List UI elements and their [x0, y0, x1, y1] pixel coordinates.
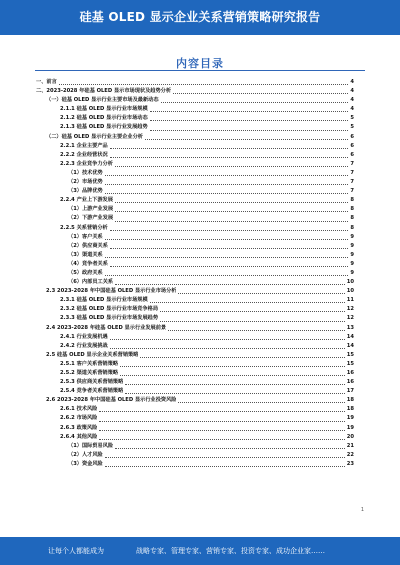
toc-leader-dots — [110, 148, 349, 149]
toc-entry-text: 2.4 2023-2028 年硅基 OLED 显示行业发展前景 — [46, 324, 167, 331]
toc-leader-dots — [150, 302, 345, 303]
toc-entry-page: 8 — [350, 197, 354, 204]
toc-entry[interactable] — [36, 78, 354, 87]
toc-entry-text: （1）上游产业发展 — [68, 206, 114, 213]
toc-entry-page: 14 — [346, 333, 354, 340]
toc-entry-text: 2.2.1 企业主要产品 — [60, 142, 108, 149]
toc-entry-page: 19 — [346, 415, 354, 422]
toc-entry-text: （6）内部员工关系 — [68, 279, 114, 286]
toc-entry-text: 2.2.4 产业上下游发展 — [60, 197, 113, 204]
toc-entry[interactable] — [36, 87, 354, 96]
toc-leader-dots — [150, 130, 349, 131]
table-of-contents — [36, 78, 354, 469]
toc-entry[interactable] — [36, 105, 354, 114]
toc-entry-text: 2.3.1 硅基 OLED 显示行业市场规模 — [60, 297, 148, 304]
toc-entry-text: 2.3 2023-2028 年中国硅基 OLED 显示行业市场分析 — [46, 288, 177, 295]
toc-entry[interactable] — [36, 260, 354, 269]
toc-entry[interactable] — [36, 442, 354, 451]
toc-entry-text: 二、2023-2028 年硅基 OLED 显示市场现状及趋势分析 — [36, 88, 172, 95]
toc-entry-text: （4）竞争者关系 — [68, 260, 108, 267]
toc-entry[interactable] — [36, 396, 354, 405]
toc-leader-dots — [110, 157, 349, 158]
toc-entry-page: 4 — [350, 88, 354, 95]
toc-entry-page: 9 — [350, 233, 354, 240]
toc-leader-dots — [173, 93, 348, 94]
toc-entry-text: （3）品牌优势 — [68, 188, 103, 195]
toc-entry[interactable] — [36, 196, 354, 205]
toc-entry[interactable] — [36, 96, 354, 105]
toc-entry-text: 2.4.2 行业发展挑战 — [60, 342, 108, 349]
toc-leader-dots — [115, 284, 345, 285]
toc-entry-page: 23 — [346, 460, 354, 467]
toc-leader-dots — [115, 211, 348, 212]
toc-entry[interactable] — [36, 214, 354, 223]
toc-leader-dots — [125, 384, 345, 385]
toc-entry[interactable] — [36, 187, 354, 196]
toc-entry[interactable] — [36, 369, 354, 378]
toc-entry-page: 15 — [346, 351, 354, 358]
toc-entry-page: 9 — [350, 269, 354, 276]
toc-entry[interactable] — [36, 242, 354, 251]
toc-leader-dots — [125, 393, 345, 394]
toc-entry[interactable] — [36, 233, 354, 242]
toc-leader-dots — [168, 330, 345, 331]
footer-right-text: 战略专家、管理专家、营销专家、投资专家、成功企业家…… — [136, 547, 325, 555]
toc-entry-text: （2）市场优势 — [68, 179, 103, 186]
toc-entry[interactable] — [36, 433, 354, 442]
toc-entry-text: （3）资金风险 — [68, 460, 103, 467]
toc-entry-page: 16 — [346, 379, 354, 386]
toc-entry[interactable] — [36, 142, 354, 151]
toc-entry-text: （2）人才风险 — [68, 451, 103, 458]
toc-entry-text: 2.2.3 企业竞争力分析 — [60, 160, 113, 167]
toc-leader-dots — [115, 221, 348, 222]
toc-entry[interactable] — [36, 178, 354, 187]
toc-entry-text: （2）供应商关系 — [68, 242, 108, 249]
toc-leader-dots — [160, 311, 345, 312]
toc-entry-page: 22 — [346, 451, 354, 458]
toc-entry-text: （2）下游产业发展 — [68, 215, 114, 222]
toc-leader-dots — [161, 102, 349, 103]
footer-left-text: 让每个人都能成为 — [48, 547, 104, 555]
toc-entry-page: 14 — [346, 342, 354, 349]
toc-entry-page: 6 — [350, 151, 354, 158]
toc-entry-page: 16 — [346, 370, 354, 376]
toc-entry-text: 2.3.2 硅基 OLED 显示行业市场竞争格局 — [60, 306, 159, 313]
toc-leader-dots — [105, 275, 349, 276]
toc-entry-page: 12 — [346, 306, 354, 313]
toc-entry[interactable] — [36, 251, 354, 260]
toc-entry[interactable] — [36, 378, 354, 387]
toc-entry-page: 5 — [350, 115, 354, 122]
toc-leader-dots — [105, 193, 349, 194]
toc-entry[interactable] — [36, 114, 354, 123]
toc-leader-dots — [115, 448, 345, 449]
toc-entry-text: 2.2.5 关系营销分析 — [60, 224, 108, 231]
toc-entry-page: 11 — [346, 297, 354, 304]
toc-entry-text: 2.5.2 渠道关系营销策略 — [60, 370, 119, 376]
toc-entry-page: 21 — [346, 442, 354, 449]
toc-entry-page: 6 — [350, 142, 354, 149]
toc-entry-text: （二）硅基 OLED 显示行业主要企业分析 — [46, 133, 143, 140]
toc-entry-text: （5）政府关系 — [68, 269, 103, 276]
toc-entry-page: 9 — [350, 242, 354, 249]
toc-leader-dots — [160, 321, 345, 322]
toc-entry[interactable] — [36, 414, 354, 423]
toc-leader-dots — [110, 266, 348, 267]
toc-leader-dots — [120, 366, 345, 367]
toc-leader-dots — [115, 166, 348, 167]
toc-entry-text: 2.5.4 竞争者关系营销策略 — [60, 388, 124, 395]
toc-entry[interactable] — [36, 269, 354, 278]
toc-entry-text: 2.1.3 硅基 OLED 显示行业发展趋势 — [60, 124, 148, 131]
toc-entry[interactable] — [36, 151, 354, 160]
toc-entry-text: 2.4.1 行业发展机遇 — [60, 333, 108, 340]
toc-entry-text: （1）客户关系 — [68, 233, 103, 240]
toc-entry-page: 12 — [346, 315, 354, 322]
toc-entry-page: 19 — [346, 424, 354, 431]
toc-entry[interactable] — [36, 387, 354, 396]
toc-entry-page: 18 — [346, 406, 354, 413]
toc-entry-text: 2.1.1 硅基 OLED 显示行业市场规模 — [60, 106, 148, 113]
toc-entry-text: （一）硅基 OLED 显示行业主要市场及最新动态 — [46, 97, 159, 104]
toc-entry-page: 7 — [350, 179, 354, 186]
toc-entry-text: 2.6.2 市场风险 — [60, 415, 98, 422]
toc-divider — [35, 70, 365, 71]
toc-entry-page: 9 — [350, 251, 354, 258]
toc-leader-dots — [120, 375, 345, 376]
toc-leader-dots — [115, 202, 348, 203]
report-banner-title: 硅基 OLED 显示企业关系营销策略研究报告 — [0, 0, 400, 35]
toc-leader-dots — [110, 248, 348, 249]
toc-entry-page: 7 — [350, 188, 354, 195]
toc-entry[interactable] — [36, 296, 354, 305]
toc-entry[interactable] — [36, 360, 354, 369]
toc-entry-text: 2.3.3 硅基 OLED 显示行业市场发展趋势 — [60, 315, 159, 322]
toc-leader-dots — [178, 293, 344, 294]
toc-entry-page: 4 — [350, 106, 354, 113]
toc-entry-page: 6 — [350, 133, 354, 140]
toc-leader-dots — [150, 120, 349, 121]
toc-entry-page: 15 — [346, 360, 354, 367]
toc-entry-text: 2.2.2 企业经营状况 — [60, 151, 108, 158]
toc-entry-page: 10 — [346, 288, 354, 295]
toc-leader-dots — [105, 175, 349, 176]
toc-leader-dots — [178, 402, 344, 403]
toc-leader-dots — [105, 257, 349, 258]
toc-entry[interactable] — [36, 278, 354, 287]
toc-leader-dots — [110, 339, 345, 340]
toc-entry-page: 17 — [346, 388, 354, 395]
toc-entry-text: （1）技术优势 — [68, 169, 103, 176]
toc-entry-page: 4 — [350, 97, 354, 104]
toc-leader-dots — [59, 84, 349, 85]
toc-entry[interactable] — [36, 305, 354, 314]
toc-leader-dots — [105, 457, 345, 458]
toc-leader-dots — [145, 139, 348, 140]
toc-title: 内容目录 — [176, 57, 224, 70]
toc-entry-text: （1）国际贸易风险 — [68, 442, 114, 449]
toc-entry[interactable] — [36, 224, 354, 233]
toc-entry-page: 13 — [346, 324, 354, 331]
toc-entry-page: 7 — [350, 169, 354, 176]
toc-leader-dots — [99, 411, 344, 412]
toc-entry-text: 2.5.3 供应商关系营销策略 — [60, 379, 124, 386]
toc-leader-dots — [140, 357, 344, 358]
toc-entry[interactable] — [36, 351, 354, 360]
toc-leader-dots — [105, 466, 345, 467]
toc-entry[interactable] — [36, 169, 354, 178]
toc-entry-text: 2.1.2 硅基 OLED 显示行业市场动态 — [60, 115, 148, 122]
toc-entry-text: 2.6 2023-2028 年中国硅基 OLED 显示行业投资风险 — [46, 397, 177, 404]
toc-entry-page: 8 — [350, 224, 354, 231]
toc-entry-text: 2.5.1 客户关系营销策略 — [60, 360, 119, 367]
toc-entry-text: （3）渠道关系 — [68, 251, 103, 258]
toc-entry[interactable] — [36, 405, 354, 414]
toc-leader-dots — [99, 421, 344, 422]
toc-leader-dots — [105, 239, 349, 240]
page-number: 1 — [360, 507, 364, 513]
toc-entry-text: 2.6.3 政策风险 — [60, 424, 98, 431]
toc-entry-page: 7 — [350, 160, 354, 167]
toc-entry[interactable] — [36, 133, 354, 142]
toc-leader-dots — [99, 430, 344, 431]
toc-entry-page: 5 — [350, 124, 354, 131]
toc-entry[interactable] — [36, 333, 354, 342]
toc-leader-dots — [99, 439, 344, 440]
footer-bar — [0, 537, 400, 565]
toc-entry-text: 2.5 硅基 OLED 显示企业关系营销策略 — [46, 351, 139, 358]
toc-entry[interactable] — [36, 123, 354, 132]
toc-leader-dots — [110, 348, 345, 349]
toc-entry-page: 20 — [346, 433, 354, 440]
toc-entry[interactable] — [36, 314, 354, 323]
toc-entry-page: 8 — [350, 215, 354, 222]
toc-entry-page: 10 — [346, 279, 354, 286]
toc-leader-dots — [110, 230, 349, 231]
toc-entry[interactable] — [36, 460, 354, 469]
toc-leader-dots — [105, 184, 349, 185]
toc-leader-dots — [150, 111, 349, 112]
toc-entry[interactable] — [36, 205, 354, 214]
toc-entry[interactable] — [36, 160, 354, 169]
toc-entry-text: 2.6.1 技术风险 — [60, 406, 98, 413]
toc-entry-page: 8 — [350, 206, 354, 213]
toc-entry[interactable] — [36, 451, 354, 460]
toc-entry-page: 18 — [346, 397, 354, 404]
toc-entry-text: 2.6.4 其他风险 — [60, 433, 98, 440]
toc-entry[interactable] — [36, 424, 354, 433]
toc-entry-page: 4 — [350, 79, 354, 85]
toc-entry[interactable] — [36, 342, 354, 351]
toc-entry-page: 9 — [350, 260, 354, 267]
toc-entry[interactable] — [36, 324, 354, 333]
toc-entry[interactable] — [36, 287, 354, 296]
toc-entry-text: 一、前言 — [36, 79, 57, 85]
